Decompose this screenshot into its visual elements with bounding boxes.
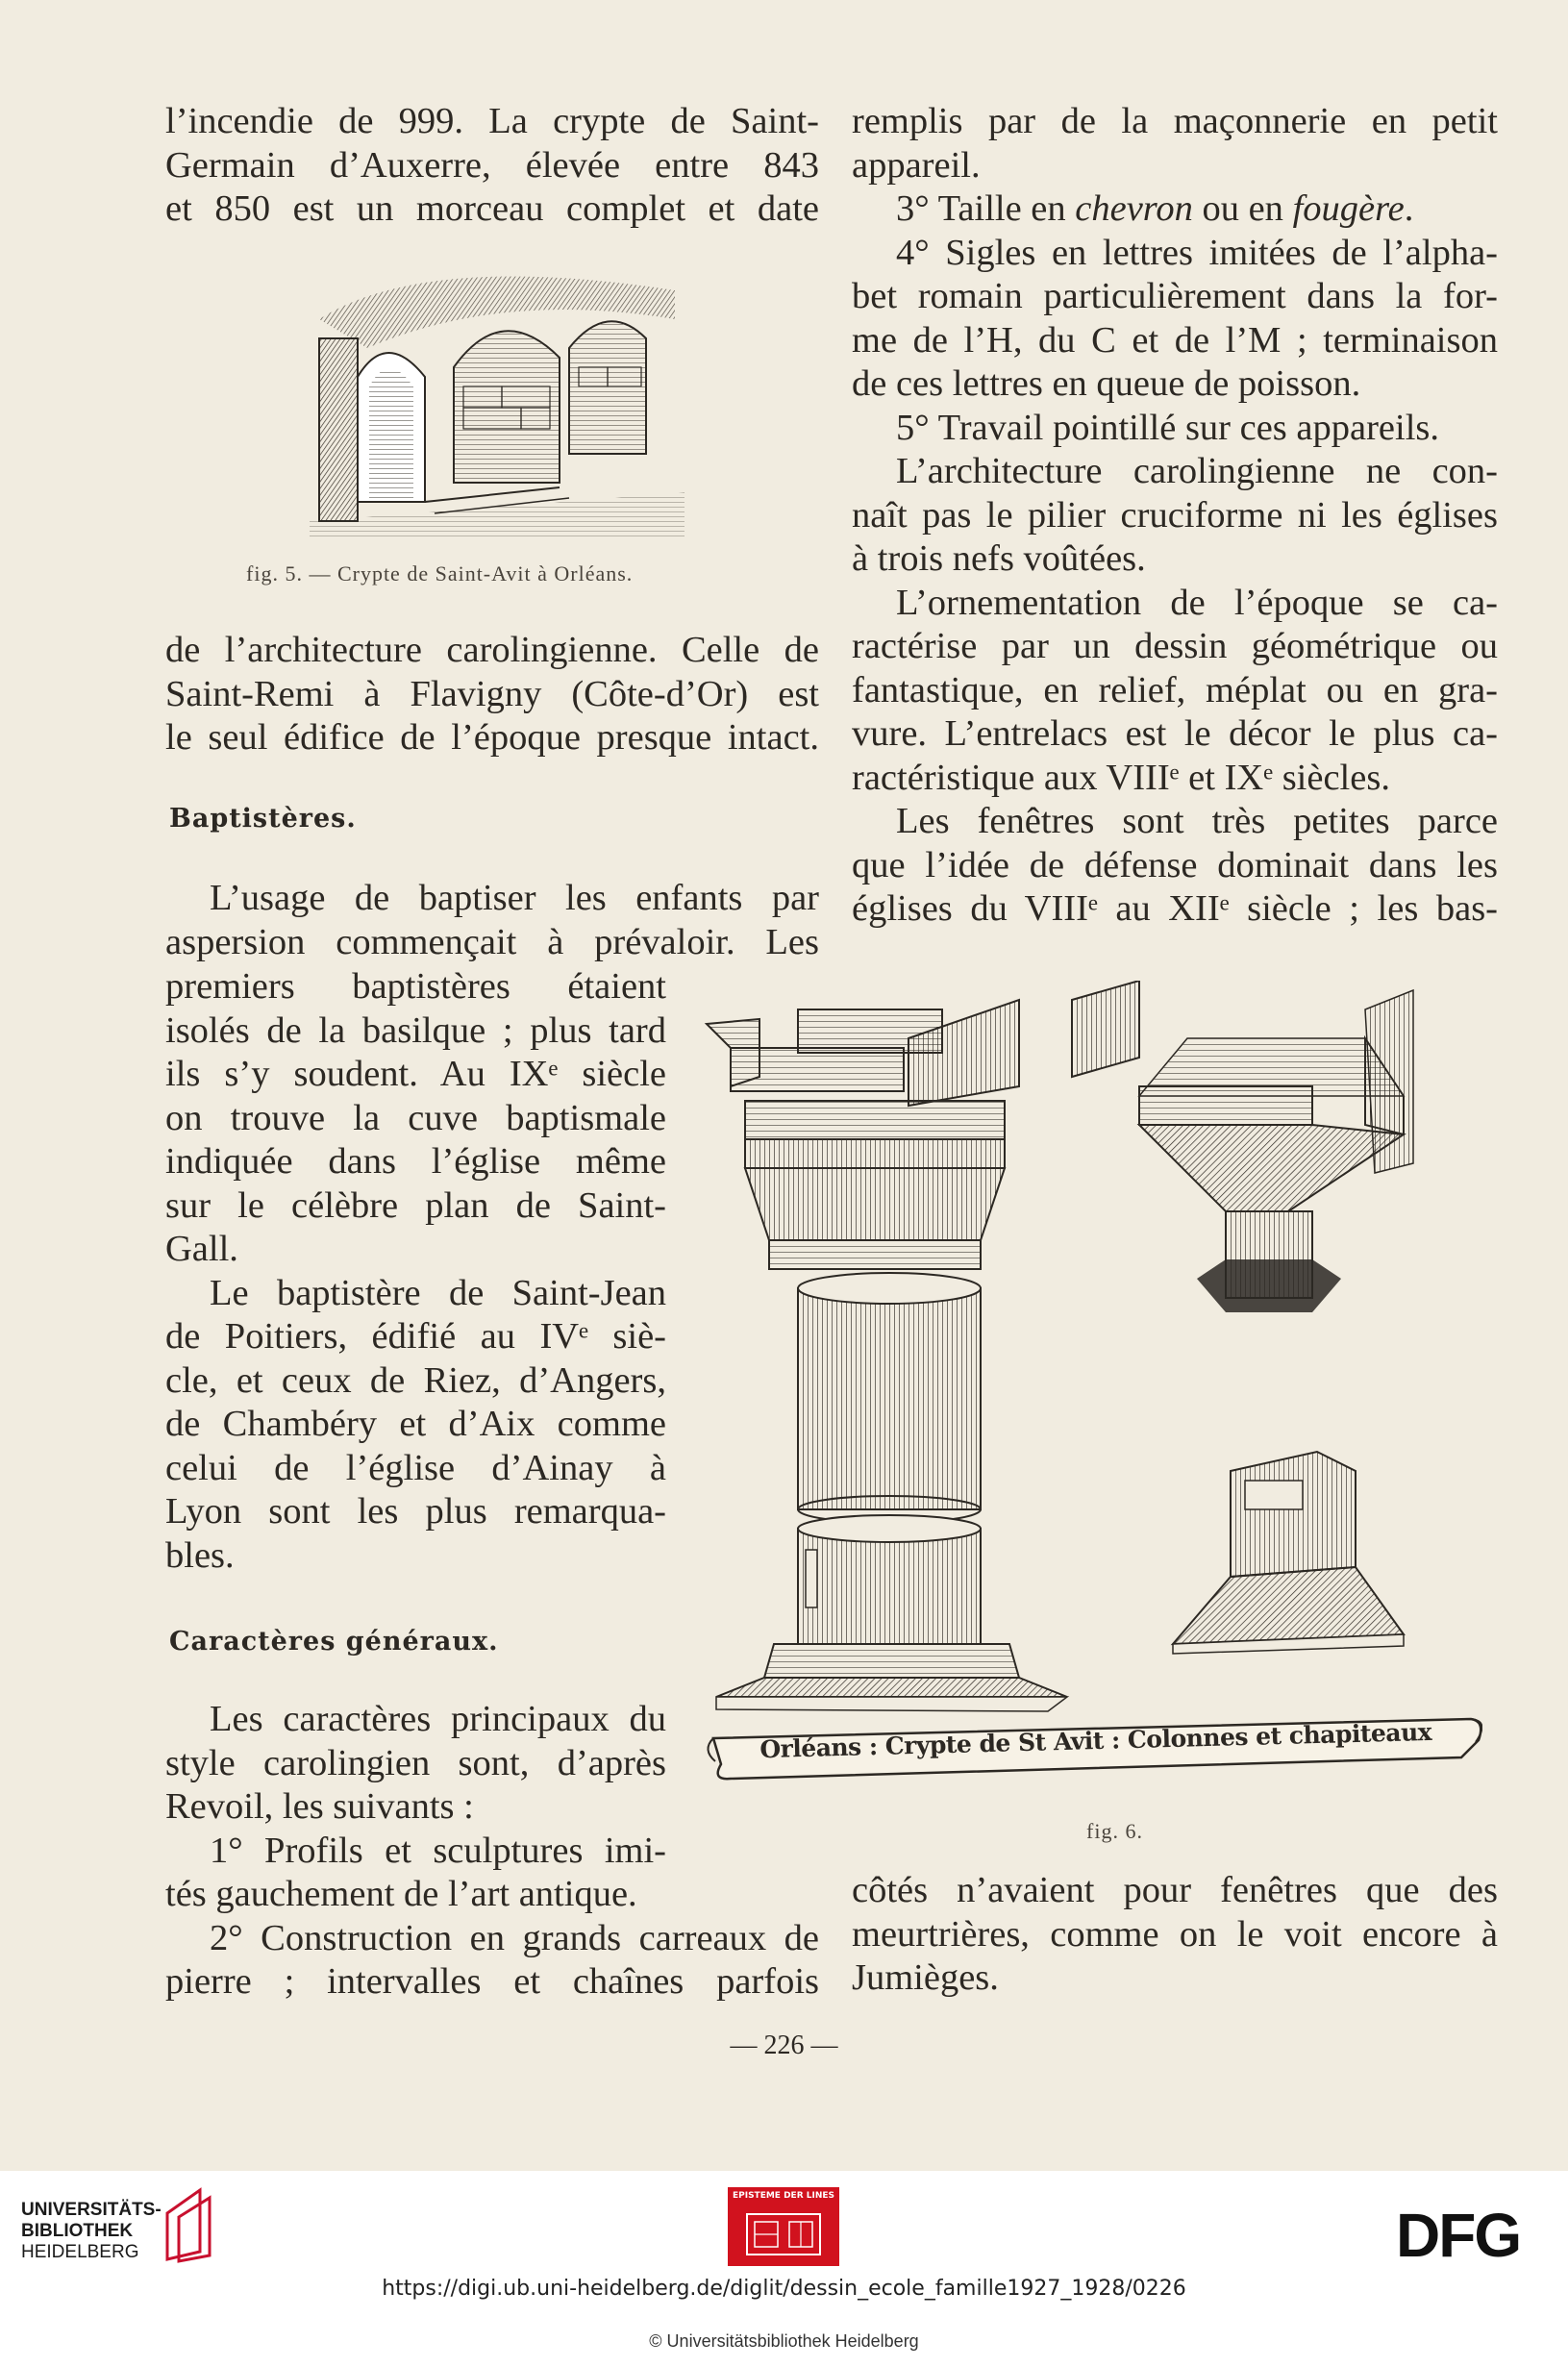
text-line: Gall. bbox=[165, 1229, 238, 1269]
dfg-logo[interactable]: DFG bbox=[1396, 2201, 1521, 2270]
left-column-drawing bbox=[707, 1000, 1067, 1711]
text-line: ractéristique aux VIIIᵉ et IXᵉ siècles. bbox=[852, 757, 1390, 798]
episteme-emblem-icon bbox=[745, 2212, 822, 2256]
text-line: 2° Construction en grands carreaux de bbox=[210, 1917, 819, 1958]
text-line: style carolingien sont, d’après bbox=[165, 1742, 666, 1783]
page-number: — 226 — bbox=[730, 2031, 838, 2060]
text-line: L’ornementation de l’époque se ca- bbox=[896, 582, 1498, 623]
fig5-caption: fig. 5. — Crypte de Saint-Avit à Orléans. bbox=[246, 561, 634, 586]
text-line: de ces lettres en queue de poisson. bbox=[852, 363, 1361, 404]
text-line: bles. bbox=[165, 1534, 235, 1576]
text-line: bet romain particulièrement dans la for- bbox=[852, 276, 1498, 316]
left-intro-paragraph bbox=[165, 100, 819, 232]
text-line bbox=[852, 187, 1498, 232]
text-line: côtés n’avaient pour fenêtres que des bbox=[852, 1870, 1498, 1910]
text-line: Saint-Remi à Flavigny (Côte-d’Or) est bbox=[165, 673, 819, 714]
text-line: à trois nefs voûtées. bbox=[852, 538, 1146, 579]
text-line: Germain d’Auxerre, élevée entre 843 bbox=[165, 144, 819, 186]
text-line: isolés de la basilque ; plus tard bbox=[165, 1009, 666, 1051]
right-column-upper bbox=[852, 100, 1498, 932]
episteme-logo-text: EPISTEME DER LINES bbox=[732, 2191, 835, 2201]
right-column-lower bbox=[852, 1869, 1498, 2001]
text-line: et 850 est un morceau complet et date bbox=[165, 188, 819, 229]
text-line: ractérise par un dessin géométrique ou bbox=[852, 626, 1498, 666]
library-name-line: BIBLIOTHEK bbox=[21, 2221, 134, 2241]
text-line: premiers baptistères étaient bbox=[165, 966, 666, 1007]
library-name-line: HEIDELBERG bbox=[21, 2242, 139, 2262]
text-line: me de l’H, du C et de l’M ; terminaison bbox=[852, 319, 1498, 361]
right-capital-drawing bbox=[1072, 981, 1413, 1312]
fig6-caption: fig. 6. bbox=[1086, 1819, 1143, 1843]
copyright-notice: © Universitätsbibliothek Heidelberg bbox=[649, 2331, 919, 2351]
permalink-url[interactable]: https://digi.ub.uni-heidelberg.de/diglit/dessin_ecole_famille1927_1928/0226 bbox=[382, 2277, 1186, 2301]
text-line: 1° Profils et sculptures imi- bbox=[210, 1830, 666, 1871]
text-line: le seul édifice de l’époque presque intact. bbox=[165, 717, 819, 758]
text-line: Jumièges. bbox=[852, 1957, 999, 1998]
text-line: Lyon sont les plus remarqua- bbox=[165, 1491, 666, 1532]
text-line: aspersion commençait à prévaloir. Les bbox=[165, 921, 819, 962]
right-base-drawing bbox=[1173, 1452, 1404, 1654]
baptisteres-full-width bbox=[165, 877, 819, 964]
text-line: L’usage de baptiser les enfants par bbox=[210, 878, 819, 918]
text-line: de Poitiers, édifié au IVᵉ siè- bbox=[165, 1316, 666, 1357]
library-logo-icon bbox=[162, 2184, 215, 2265]
text-line: celui de l’église d’Ainay à bbox=[165, 1447, 666, 1488]
text-line: meurtrières, comme on le voit encore à bbox=[852, 1913, 1498, 1955]
baptisteres-narrow bbox=[165, 965, 666, 1578]
text-line: Les fenêtres sont très petites parce bbox=[896, 801, 1498, 841]
text-line-chevron: 3° Taille en chevron ou en fougère. bbox=[896, 188, 1414, 229]
text-line: ils s’y soudent. Au IXᵉ siècle bbox=[165, 1054, 666, 1094]
left-after-figure-paragraph bbox=[165, 629, 819, 760]
text-line: Revoil, les suivants : bbox=[165, 1786, 474, 1827]
text-line: sur le célèbre plan de Saint- bbox=[165, 1184, 666, 1226]
text-line: cle, et ceux de Riez, d’Angers, bbox=[165, 1359, 666, 1401]
library-name-line: UNIVERSITÄTS- bbox=[21, 2200, 162, 2220]
text-line: l’incendie de 999. La crypte de Saint- bbox=[165, 101, 819, 141]
text-line: remplis par de la maçonnerie en petit bbox=[852, 101, 1498, 141]
text-line: 4° Sigles en lettres imitées de l’alpha- bbox=[896, 232, 1498, 273]
heading-caracteres-generaux: Caractères généraux. bbox=[169, 1627, 499, 1657]
text-line: de l’architecture carolingienne. Celle de bbox=[165, 630, 819, 670]
library-logo-text[interactable] bbox=[21, 2200, 162, 2263]
text-line: indiquée dans l’église même bbox=[165, 1141, 666, 1182]
caracteres-narrow bbox=[165, 1698, 666, 1873]
text-line: appareil. bbox=[852, 144, 981, 186]
heading-baptisteres: Baptistères. bbox=[169, 804, 357, 834]
text-line: que l’idée de défense dominait dans les bbox=[852, 844, 1498, 885]
text-line: Le baptistère de Saint-Jean bbox=[210, 1272, 666, 1313]
columns-capitals-illustration bbox=[702, 981, 1482, 1788]
text-line: Les caractères principaux du bbox=[210, 1699, 666, 1739]
text-line: on trouve la cuve baptismale bbox=[165, 1097, 666, 1138]
caracteres-full-width bbox=[165, 1873, 819, 2005]
text-line: tés gauchement de l’art antique. bbox=[165, 1874, 637, 1914]
text-line: de Chambéry et d’Aix comme bbox=[165, 1404, 666, 1444]
fig6-banner-text: Orléans : Crypte de St Avit : Colonnes et chapiteaux bbox=[759, 1717, 1432, 1764]
text-line: fantastique, en relief, méplat ou en gra- bbox=[852, 669, 1498, 710]
text-line: vure. L’entrelacs est le décor le plus ca- bbox=[852, 713, 1498, 754]
text-line: pierre ; intervalles et chaînes parfois bbox=[165, 1961, 819, 2002]
text-line: naît pas le pilier cruciforme ni les églises bbox=[852, 494, 1498, 536]
text-line: 5° Travail pointillé sur ces appareils. bbox=[896, 407, 1439, 448]
text-line: L’architecture carolingienne ne con- bbox=[896, 451, 1498, 491]
episteme-logo[interactable] bbox=[728, 2187, 839, 2266]
text-line: églises du VIIIᵉ au XIIᵉ siècle ; les bas- bbox=[852, 888, 1498, 929]
crypt-illustration bbox=[310, 262, 684, 540]
